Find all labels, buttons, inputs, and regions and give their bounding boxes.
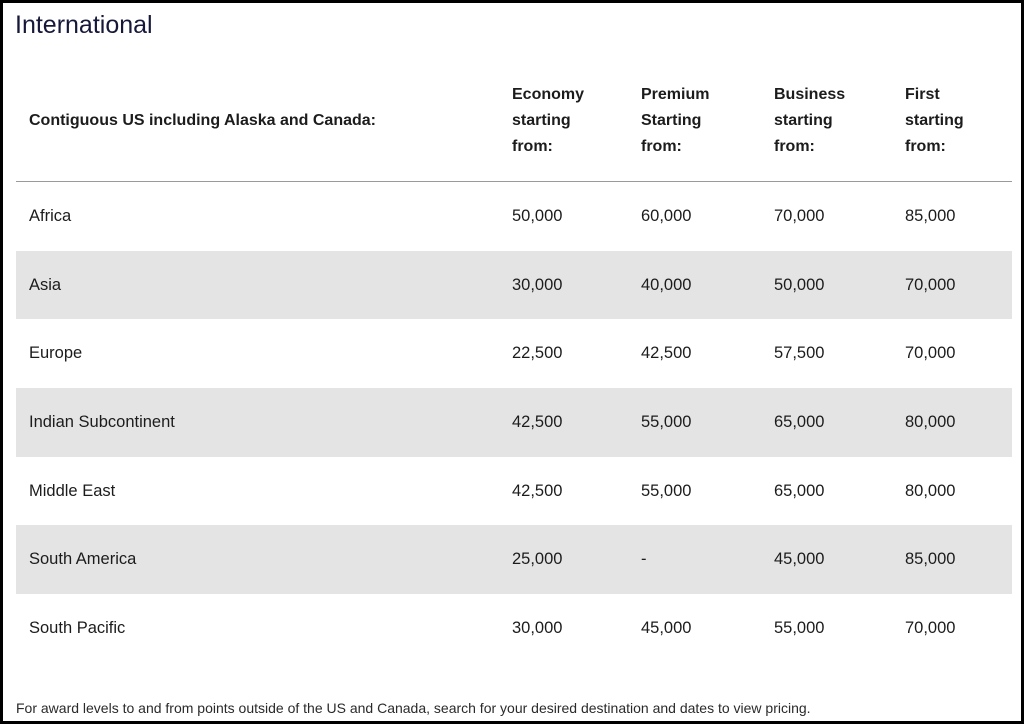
header-premium bbox=[641, 61, 774, 182]
economy-cell: 42,500 bbox=[512, 481, 563, 500]
premium-cell: 55,000 bbox=[641, 481, 692, 500]
economy-cell: 22,500 bbox=[512, 344, 563, 363]
first-cell: 70,000 bbox=[905, 251, 1012, 320]
region-cell: Asia bbox=[16, 251, 512, 320]
table-header-row bbox=[16, 61, 1012, 182]
premium-cell: 42,500 bbox=[641, 344, 692, 363]
header-region bbox=[16, 61, 512, 182]
page-title: International bbox=[15, 11, 153, 39]
header-premium-label: Premium Starting from: bbox=[641, 86, 710, 155]
header-business-label: Business starting from: bbox=[774, 86, 846, 155]
business-cell: 65,000 bbox=[774, 481, 825, 500]
premium-cell: - bbox=[641, 525, 774, 594]
table-row bbox=[16, 525, 1012, 594]
first-cell: 80,000 bbox=[905, 388, 1012, 457]
header-region-label: Contiguous US including Alaska and Canada: bbox=[29, 112, 376, 129]
premium-cell: 60,000 bbox=[641, 206, 692, 225]
table-row bbox=[16, 594, 1012, 663]
table-row bbox=[16, 319, 1012, 388]
business-cell: 57,500 bbox=[774, 344, 825, 363]
region-cell: Middle East bbox=[29, 481, 116, 500]
header-economy bbox=[512, 61, 641, 182]
economy-cell: 50,000 bbox=[512, 206, 563, 225]
business-cell: 50,000 bbox=[774, 251, 905, 320]
economy-cell: 42,500 bbox=[512, 388, 641, 457]
region-cell: Indian Subcontinent bbox=[16, 388, 512, 457]
footnote: For award levels to and from points outside of the US and Canada, search for your desired destination and dates to view pricing. bbox=[16, 700, 811, 716]
business-cell: 65,000 bbox=[774, 388, 905, 457]
region-cell: Europe bbox=[29, 344, 83, 363]
premium-cell: 45,000 bbox=[641, 618, 692, 637]
first-cell: 70,000 bbox=[905, 618, 956, 637]
business-cell: 45,000 bbox=[774, 525, 905, 594]
first-cell: 85,000 bbox=[905, 206, 956, 225]
first-cell: 80,000 bbox=[905, 481, 956, 500]
economy-cell: 25,000 bbox=[512, 525, 641, 594]
economy-cell: 30,000 bbox=[512, 618, 563, 637]
business-cell: 70,000 bbox=[774, 206, 825, 225]
header-first bbox=[905, 61, 1012, 182]
economy-cell: 30,000 bbox=[512, 251, 641, 320]
premium-cell: 55,000 bbox=[641, 388, 774, 457]
header-economy-label: Economy starting from: bbox=[512, 86, 585, 155]
award-chart-table bbox=[16, 61, 1012, 663]
table-row bbox=[16, 457, 1012, 526]
region-cell: Africa bbox=[29, 206, 72, 225]
header-business bbox=[774, 61, 905, 182]
table-row bbox=[16, 182, 1012, 251]
header-first-label: First starting from: bbox=[905, 86, 964, 155]
first-cell: 85,000 bbox=[905, 525, 1012, 594]
table-row bbox=[16, 251, 1012, 320]
premium-cell: 40,000 bbox=[641, 251, 774, 320]
business-cell: 55,000 bbox=[774, 618, 825, 637]
region-cell: South Pacific bbox=[29, 618, 126, 637]
table-row bbox=[16, 388, 1012, 457]
region-cell: South America bbox=[16, 525, 512, 594]
first-cell: 70,000 bbox=[905, 344, 956, 363]
